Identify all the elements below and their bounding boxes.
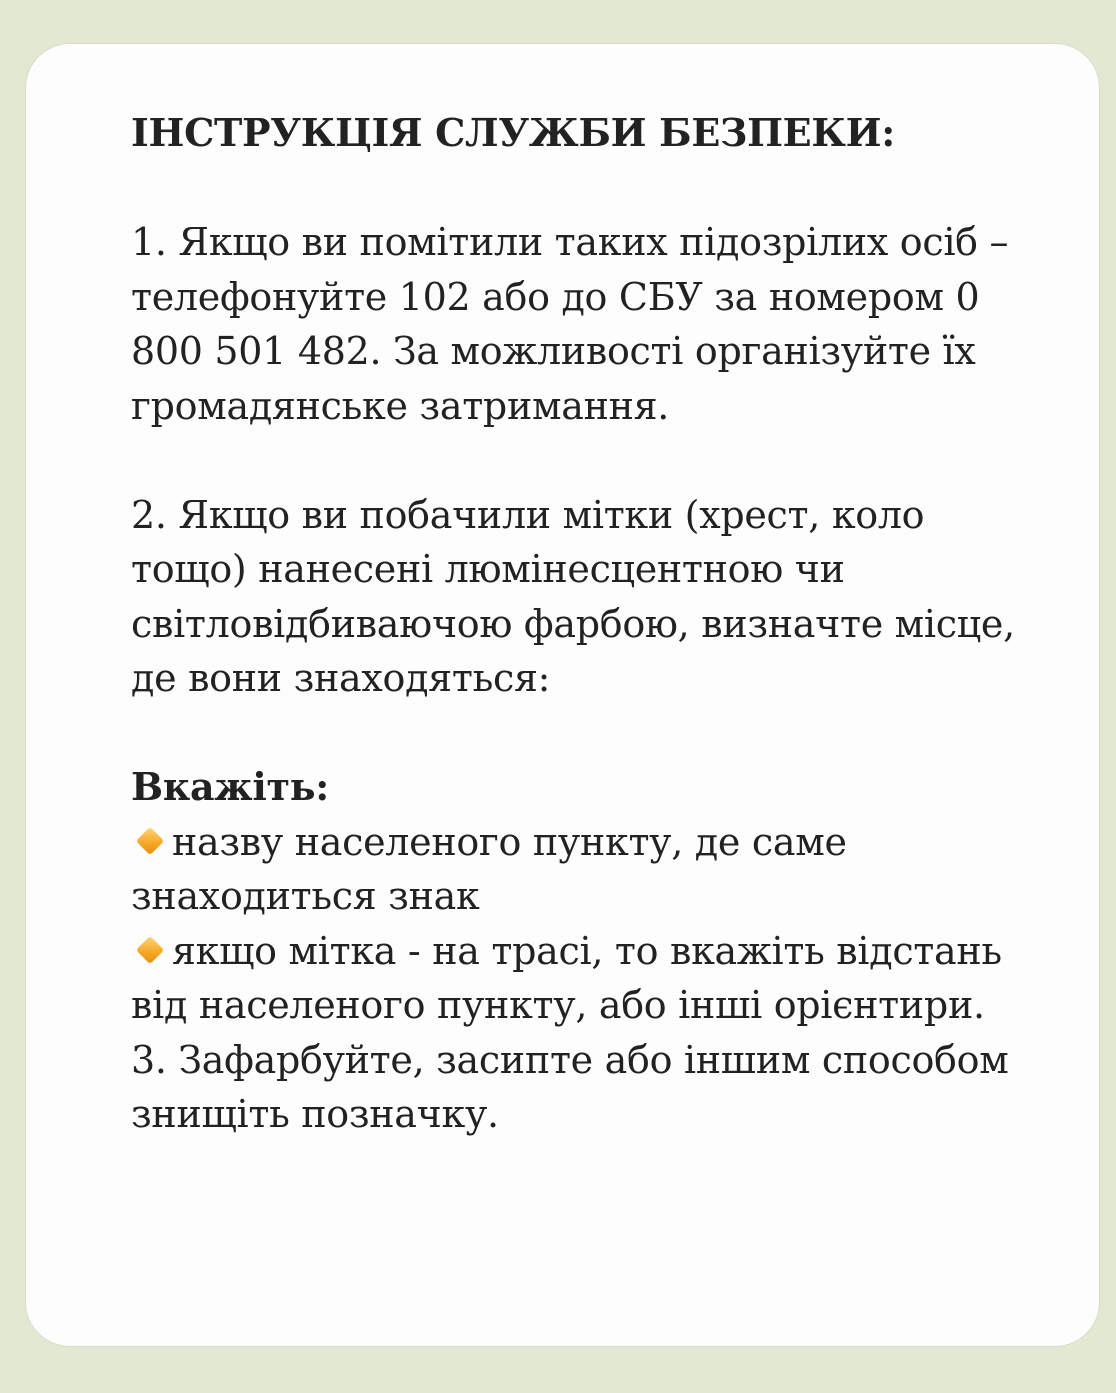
bullet-item [131,924,1031,1033]
instruction-item-1: 1. Якщо ви помітили таких підозрілих осіб – телефонуйте 102 або до СБУ за номером 0 800 501 482. За можливості організуйте їх громадянське затримання. [131,220,1009,428]
bullet-item [131,815,1031,924]
page-title: ІНСТРУКЦІЯ СЛУЖБИ БЕЗПЕКИ: [131,110,895,155]
orange-diamond-icon [136,935,164,963]
instruction-card [26,44,1099,1346]
instruction-item-2: 2. Якщо ви побачили мітки (хрест, коло тощо) нанесені люмінесцентною чи світловідбиваючою фарбою, визначте місце, де вони знаходяться: [131,492,1015,700]
bullet-text: якщо мітка - на трасі, то вкажіть відстань від населеного пункту, або інші орієнтири. [131,928,1002,1027]
instruction-item-3: 3. Зафарбуйте, засипте або іншим способом знищіть позначку. [131,1037,1009,1136]
instruction-content [131,106,1031,1142]
bullet-text: назву населеного пункту, де саме знаходиться знак [131,819,847,918]
specify-heading: Вкажіть: [131,764,329,809]
orange-diamond-icon [136,826,164,854]
